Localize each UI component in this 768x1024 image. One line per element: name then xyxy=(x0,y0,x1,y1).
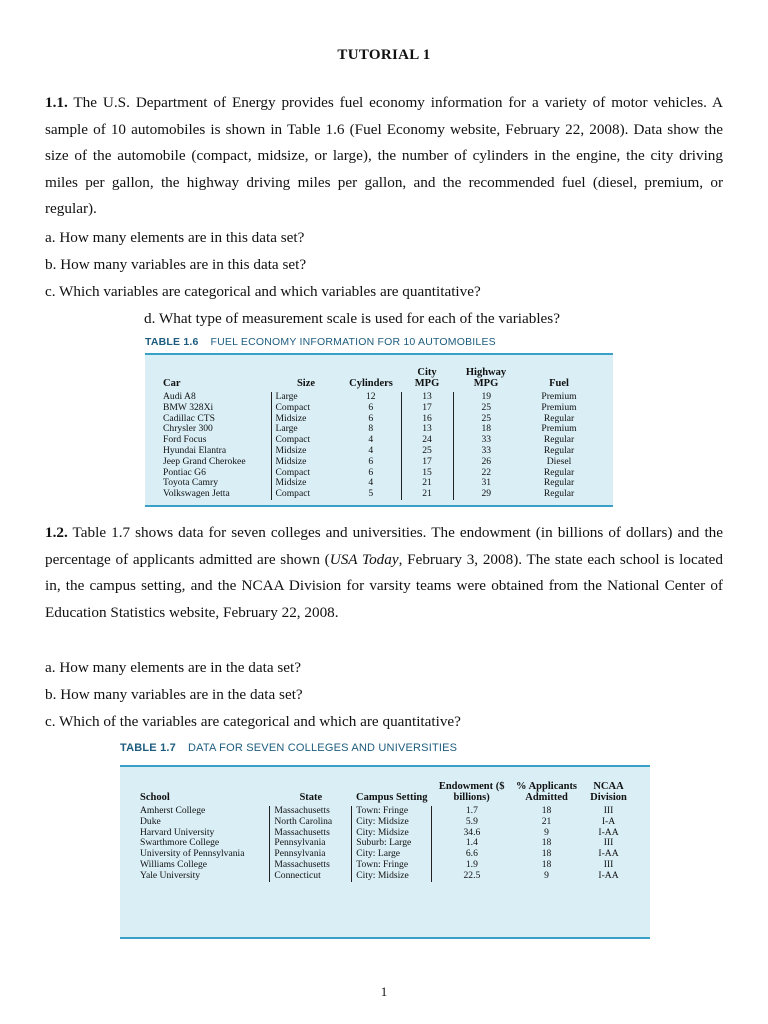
table-cell: 9 xyxy=(544,826,549,838)
table-title: FUEL ECONOMY INFORMATION FOR 10 AUTOMOBILES xyxy=(210,336,496,348)
table-cell: 6 xyxy=(368,401,374,413)
table-cell: Premium xyxy=(541,423,577,435)
table-row xyxy=(159,414,599,425)
table-cell: Regular xyxy=(543,434,575,446)
table-cell: 9 xyxy=(544,869,549,881)
table-cell: Compact xyxy=(271,489,341,500)
question-b: b. How many variables are in this data set? xyxy=(45,256,307,273)
table-cell: Duke xyxy=(140,815,161,827)
table-row xyxy=(159,424,599,435)
table-cell: 22 xyxy=(453,468,519,479)
column-header: NCAA Division xyxy=(590,781,627,803)
column-header: Cylinders xyxy=(349,378,393,389)
table-cell: Midsize xyxy=(271,478,341,489)
table-header-row xyxy=(159,367,599,392)
table-cell: Premium xyxy=(541,391,577,402)
question-c: c. Which variables are categorical and which variables are quantitative? xyxy=(45,283,481,300)
column-header: Highway MPG xyxy=(465,367,507,389)
table-cell: III xyxy=(603,858,614,870)
table-cell: 18 xyxy=(541,858,552,870)
table-cell: 4 xyxy=(368,434,374,446)
question-c: c. Which of the variables are categorical and which are quantitative? xyxy=(45,713,461,730)
table-cell: 18 xyxy=(541,805,552,816)
table-title: DATA FOR SEVEN COLLEGES AND UNIVERSITIES xyxy=(188,742,458,754)
table-header-row xyxy=(136,781,636,806)
table-cell: Hyundai Elantra xyxy=(163,444,227,456)
table-cell: Compact xyxy=(271,468,341,479)
table-cell: 6 xyxy=(368,455,374,467)
table-cell: Premium xyxy=(541,401,577,413)
exercise-body-cont: , February 3, 2008). The state each school is located in, the campus setting, and the NCAA Division for varsity teams were obtained from the National Center of Education Statistics website, February 22, 2008. xyxy=(45,550,724,621)
table-cell: Jeep Grand Cherokee xyxy=(163,455,246,467)
table-cell: Diesel xyxy=(546,455,572,467)
exercise-number: 1.1. xyxy=(45,94,68,111)
question-a: a. How many elements are in this data set? xyxy=(45,229,305,246)
table-cell: 31 xyxy=(453,478,519,489)
table-cell: City: Large xyxy=(352,849,432,860)
table-row xyxy=(136,817,636,828)
table-cell: 4 xyxy=(368,477,374,489)
table-cell: Connecticut xyxy=(270,871,352,882)
source-name: USA Today xyxy=(329,550,399,568)
table-cell: 6 xyxy=(368,466,374,478)
table-cell: 5 xyxy=(368,488,374,500)
column-header: Campus Setting xyxy=(355,792,428,803)
table-cell: Large xyxy=(271,424,341,435)
table-cell: 21 xyxy=(401,489,453,500)
table-cell: Audi A8 xyxy=(163,391,196,402)
table-cell: Massachusetts xyxy=(270,806,352,817)
table-cell: BMW 328Xi xyxy=(163,401,214,413)
exercise-number: 1.2. xyxy=(45,524,68,541)
table-number: TABLE 1.7 xyxy=(120,742,176,754)
table-row xyxy=(159,468,599,479)
question-b: b. How many variables are in the data set? xyxy=(45,686,303,703)
table-row xyxy=(159,457,599,468)
table-cell: 29 xyxy=(453,489,519,500)
table-cell: Large xyxy=(271,392,341,403)
table-row xyxy=(159,403,599,414)
table-cell: Pennsylvania xyxy=(270,849,352,860)
table-cell: 18 xyxy=(541,837,552,849)
table-cell: Toyota Camry xyxy=(163,477,219,489)
column-header: Endowment ($ billions) xyxy=(438,781,505,803)
table-cell: Regular xyxy=(543,412,575,424)
table-cell: Harvard University xyxy=(140,826,215,838)
table-cell: III xyxy=(603,805,614,816)
table-caption xyxy=(120,742,457,754)
table-cell: 26 xyxy=(453,457,519,468)
table-cell: III xyxy=(603,837,614,849)
table-cell: Amherst College xyxy=(140,805,206,816)
table-cell: North Carolina xyxy=(270,817,352,828)
table-cell: City: Midsize xyxy=(352,817,432,828)
table-cell: Cadillac CTS xyxy=(163,412,215,424)
table-cell: Regular xyxy=(543,444,575,456)
table-cell: I-AA xyxy=(598,826,619,838)
table-cell: Midsize xyxy=(271,457,341,468)
table-cell: 16 xyxy=(401,414,453,425)
table-cell: 25 xyxy=(401,446,453,457)
table-cell: 22.5 xyxy=(432,871,512,882)
table-row xyxy=(159,489,599,500)
page-title: TUTORIAL 1 xyxy=(337,47,431,63)
table-cell: 33 xyxy=(453,446,519,457)
column-header: Car xyxy=(163,378,181,389)
table-cell: 4 xyxy=(368,444,374,456)
exercise-body: The U.S. Department of Energy provides fuel economy information for a variety of motor vehicles. A sample of 10 automobiles is shown in Table 1.6 (Fuel Economy website, February 22, 2008). Data show the size of the automobile (compact, midsize, or large), the number of cylinders in the engine, the city driving miles per gallon, the highway driving miles per gallon, and the recommended fuel (diesel, premium, or regular). xyxy=(45,94,723,218)
table-cell: Chrysler 300 xyxy=(163,423,213,435)
table-cell: Williams College xyxy=(140,858,208,870)
table-cell: 17 xyxy=(401,457,453,468)
table-cell: 6 xyxy=(368,412,374,424)
table-cell: 12 xyxy=(365,391,376,402)
table-row xyxy=(136,871,636,882)
table-cell: Town: Fringe xyxy=(352,806,432,817)
table-cell: 21 xyxy=(401,478,453,489)
table-cell: I-A xyxy=(601,815,616,827)
table-number: TABLE 1.6 xyxy=(145,336,199,348)
exercise-1-2-text xyxy=(45,520,723,626)
table-cell: Regular xyxy=(543,477,575,489)
table-cell: 18 xyxy=(453,424,519,435)
table-cell: 1.4 xyxy=(432,838,512,849)
table-cell: Swarthmore College xyxy=(140,837,220,849)
question-a: a. How many elements are in the data set? xyxy=(45,659,301,676)
table-cell: Pontiac G6 xyxy=(163,466,206,478)
table-cell: Pennsylvania xyxy=(270,838,352,849)
table-cell: 19 xyxy=(453,392,519,403)
colleges-table xyxy=(120,765,650,939)
table-cell: 13 xyxy=(401,424,453,435)
column-header: School xyxy=(140,792,170,803)
table-cell: Ford Focus xyxy=(163,434,207,446)
column-header: Fuel xyxy=(549,378,569,389)
column-header: Size xyxy=(296,378,316,389)
table-cell: Regular xyxy=(543,488,575,500)
table-cell: Midsize xyxy=(271,446,341,457)
table-cell: 15 xyxy=(401,468,453,479)
table-cell: Suburb: Large xyxy=(352,838,432,849)
table-cell: 13 xyxy=(401,392,453,403)
table-cell: 24 xyxy=(401,435,453,446)
column-header: % Applicants Admitted xyxy=(516,781,578,803)
table-cell: 1.7 xyxy=(432,806,512,817)
table-cell: University of Pennsylvania xyxy=(140,848,245,860)
page-number: 1 xyxy=(380,984,388,999)
table-cell: 6.6 xyxy=(432,849,512,860)
table-cell: I-AA xyxy=(598,869,619,881)
column-header: City MPG xyxy=(414,367,440,389)
table-cell: Midsize xyxy=(271,414,341,425)
table-cell: Compact xyxy=(271,435,341,446)
fuel-economy-table xyxy=(145,353,613,507)
table-cell: 33 xyxy=(453,435,519,446)
table-cell: 5.9 xyxy=(432,817,512,828)
table-row xyxy=(159,392,599,403)
table-cell: Town: Fringe xyxy=(352,860,432,871)
table-cell: 34.6 xyxy=(432,828,512,839)
column-header: State xyxy=(299,792,323,803)
table-cell: Massachusetts xyxy=(270,828,352,839)
table-cell: Volkswagen Jetta xyxy=(163,488,230,500)
table-cell: City: Midsize xyxy=(352,828,432,839)
question-d: d. What type of measurement scale is used for each of the variables? xyxy=(144,310,560,327)
table-cell: 17 xyxy=(401,403,453,414)
table-cell: 25 xyxy=(453,414,519,425)
table-cell: 18 xyxy=(541,848,552,860)
table-cell: City: Midsize xyxy=(352,871,432,882)
exercise-1-1-text xyxy=(45,90,723,223)
table-cell: I-AA xyxy=(598,848,619,860)
table-cell: Compact xyxy=(271,403,341,414)
exercise-body: Table 1.7 shows data for seven colleges and universities. The endowment (in billions of dollars) and the percentage of applicants admitted are shown ( xyxy=(45,524,723,568)
table-cell: 1.9 xyxy=(432,860,512,871)
table-cell: 25 xyxy=(453,403,519,414)
table-cell: Massachusetts xyxy=(270,860,352,871)
table-cell: 21 xyxy=(541,815,552,827)
table-cell: 8 xyxy=(368,423,374,435)
table-caption xyxy=(145,336,496,348)
table-cell: Yale University xyxy=(140,869,201,881)
table-cell: Regular xyxy=(543,466,575,478)
